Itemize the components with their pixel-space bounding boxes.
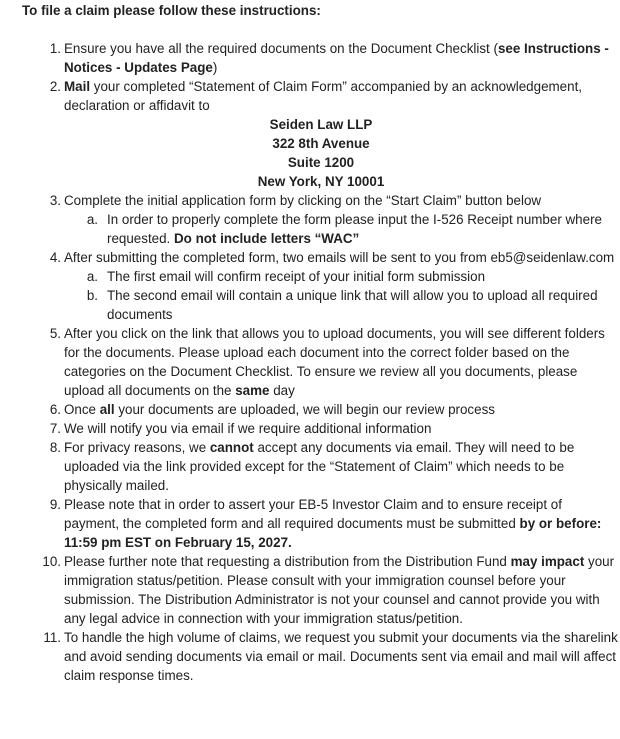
sub-item-text: The second email will contain a unique link that will allow you to upload all required documents <box>107 288 598 322</box>
sub-item-a <box>64 210 620 248</box>
instruction-item-3 <box>22 191 620 248</box>
sub-list <box>64 267 620 324</box>
address-city: New York, NY 10001 <box>257 174 385 189</box>
address-suite: Suite 1200 <box>287 155 355 170</box>
sub-item-text: In order to properly complete the form please input the I-526 Receipt number where requested. <box>107 212 602 246</box>
instruction-item-5 <box>22 324 620 400</box>
instruction-item-4 <box>22 248 620 324</box>
sub-item-letter: a. <box>86 269 98 284</box>
sub-item-text: The first email will confirm receipt of your initial form submission <box>107 269 486 284</box>
sub-item-bold-text: Do not include letters “WAC” <box>174 231 360 246</box>
item-text: Please further note that requesting a distribution from the Distribution Fund <box>64 554 511 569</box>
item-number: 9. <box>49 497 61 512</box>
item-number: 4. <box>49 250 61 265</box>
item-number: 7. <box>49 421 61 436</box>
item-text: ) <box>212 60 218 75</box>
mailing-address <box>22 115 620 191</box>
sub-item-b <box>64 286 620 324</box>
address-firm: Seiden Law LLP <box>269 117 373 132</box>
instruction-list <box>22 39 620 685</box>
item-text: After submitting the completed form, two emails will be sent to you from eb5@seidenlaw.com <box>64 250 615 265</box>
item-text: For privacy reasons, we <box>64 440 210 455</box>
sub-item-a <box>64 267 620 286</box>
item-number: 3. <box>49 193 61 208</box>
sub-item-letter: b. <box>86 288 98 303</box>
item-bold-text: same <box>235 383 270 398</box>
item-number: 8. <box>49 440 61 455</box>
item-text: day <box>269 383 295 398</box>
item-text: Once <box>64 402 100 417</box>
item-text: We will notify you via email if we require additional information <box>64 421 432 436</box>
item-number: 5. <box>49 326 61 341</box>
item-bold-text: by or before: 11:59 pm EST on February 15, 2027. <box>64 516 602 550</box>
instruction-item-8 <box>22 438 620 495</box>
item-text: accept any documents via email. They will need to be uploaded via the link provided except for the “Statement of Claim” which needs to be physically mailed. <box>64 440 575 493</box>
item-bold-text: all <box>99 402 115 417</box>
instruction-item-9 <box>22 495 620 552</box>
item-text: your completed “Statement of Claim Form” accompanied by an acknowledgement, declaration or affidavit to <box>64 79 583 113</box>
address-street: 322 8th Avenue <box>272 136 370 151</box>
item-number: 10. <box>42 554 61 569</box>
instruction-item-11 <box>22 628 620 685</box>
page-heading: To file a claim please follow these instructions: <box>22 3 321 18</box>
item-bold-text: cannot <box>209 440 254 455</box>
item-text: Please note that in order to assert your EB-5 Investor Claim and to ensure receipt of payment, the completed form and all required documents must be submitted <box>64 497 562 531</box>
instruction-item-2 <box>22 77 620 191</box>
sub-list <box>64 210 620 248</box>
item-number: 1. <box>49 41 61 56</box>
item-text: Ensure you have all the required documents on the Document Checklist ( <box>64 41 498 56</box>
item-text: your documents are uploaded, we will begin our review process <box>114 402 495 417</box>
item-number: 11. <box>43 630 61 645</box>
instruction-item-1 <box>22 39 620 77</box>
instruction-item-7 <box>22 419 620 438</box>
item-number: 2. <box>49 79 61 94</box>
item-bold-text: Mail <box>64 79 91 94</box>
instruction-item-6 <box>22 400 620 419</box>
item-number: 6. <box>49 402 61 417</box>
instruction-item-10 <box>22 552 620 628</box>
item-text: Complete the initial application form by clicking on the “Start Claim” button below <box>64 193 542 208</box>
item-text: After you click on the link that allows you to upload documents, you will see different folders for the documents. Please upload each document into the correct folder based on the categories on the Document Checklist. To ensure we review all you documents, please upload all documents on the <box>64 326 605 398</box>
item-text: To handle the high volume of claims, we request you submit your documents via the sharelink and avoid sending documents via email or mail. Documents sent via email and mail will affect claim response times. <box>64 630 618 683</box>
item-bold-text: may impact <box>510 554 585 569</box>
item-text: your immigration status/petition. Please consult with your immigration counsel before your submission. The Distribution Administrator is not your counsel and cannot provide you with any legal advice in connection with your immigration status/petition. <box>64 554 615 626</box>
item-bold-text: see Instructions - Notices - Updates Page <box>64 41 609 75</box>
sub-item-letter: a. <box>86 212 98 227</box>
